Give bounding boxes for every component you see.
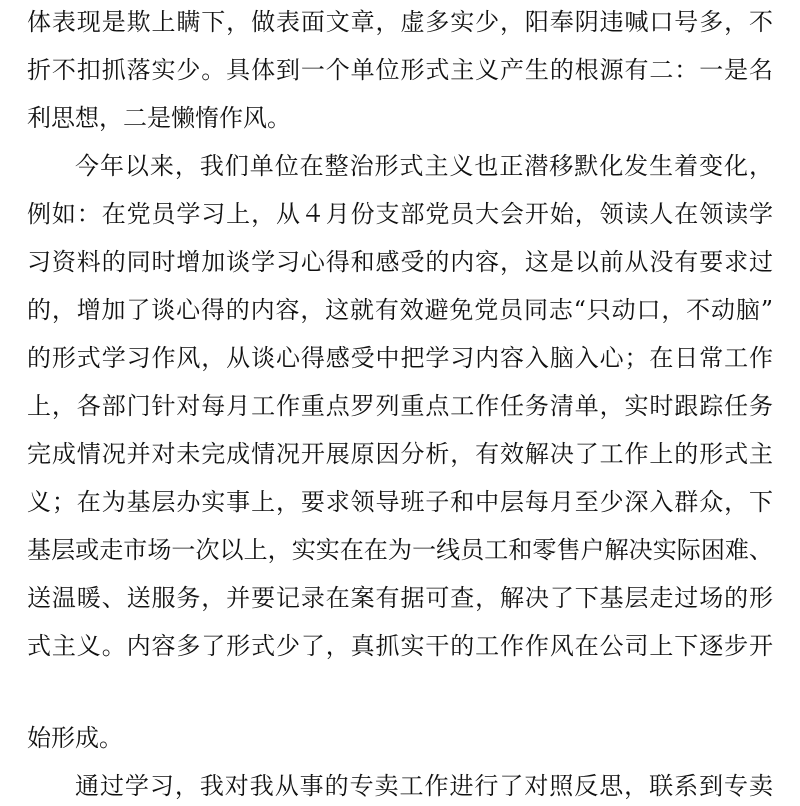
text-line: 折不扣抓落实少。具体到一个单位形式主义产生的根源有二：一是名 (27, 56, 773, 84)
text-line: 利思想，二是懒惰作风。 (27, 104, 291, 132)
text-line: 的，增加了谈心得的内容，这就有效避免党员同志“只动口，不动脑” (27, 296, 773, 324)
text-line: 完成情况并对未完成情况开展原因分析，有效解决了工作上的形式主 (27, 440, 773, 468)
text-line: 体表现是欺上瞒下，做表面文章，虚多实少，阳奉阴违喊口号多，不 (27, 8, 773, 36)
text-line: 式主义。内容多了形式少了，真抓实干的工作作风在公司上下逐步开 (27, 632, 773, 660)
text-line: 始形成。 (27, 724, 123, 752)
text-line: 通过学习，我对我从事的专卖工作进行了对照反思，联系到专卖 (75, 772, 773, 800)
text-line: 今年以来，我们单位在整治形式主义也正潜移默化发生着变化， (75, 152, 773, 180)
text-line: 基层或走市场一次以上，实实在在为一线员工和零售户解决实际困难、 (27, 536, 773, 564)
text-line: 例如：在党员学习上，从４月份支部党员大会开始，领读人在领读学 (27, 200, 773, 228)
text-line: 义；在为基层办实事上，要求领导班子和中层每月至少深入群众，下 (27, 488, 773, 516)
text-line: 的形式学习作风，从谈心得感受中把学习内容入脑入心；在日常工作 (27, 344, 773, 372)
text-line: 习资料的同时增加谈学习心得和感受的内容，这是以前从没有要求过 (27, 248, 773, 276)
text-line: 送温暖、送服务，并要记录在案有据可查，解决了下基层走过场的形 (27, 584, 773, 612)
text-line: 上，各部门针对每月工作重点罗列重点工作任务清单，实时跟踪任务 (27, 392, 773, 420)
